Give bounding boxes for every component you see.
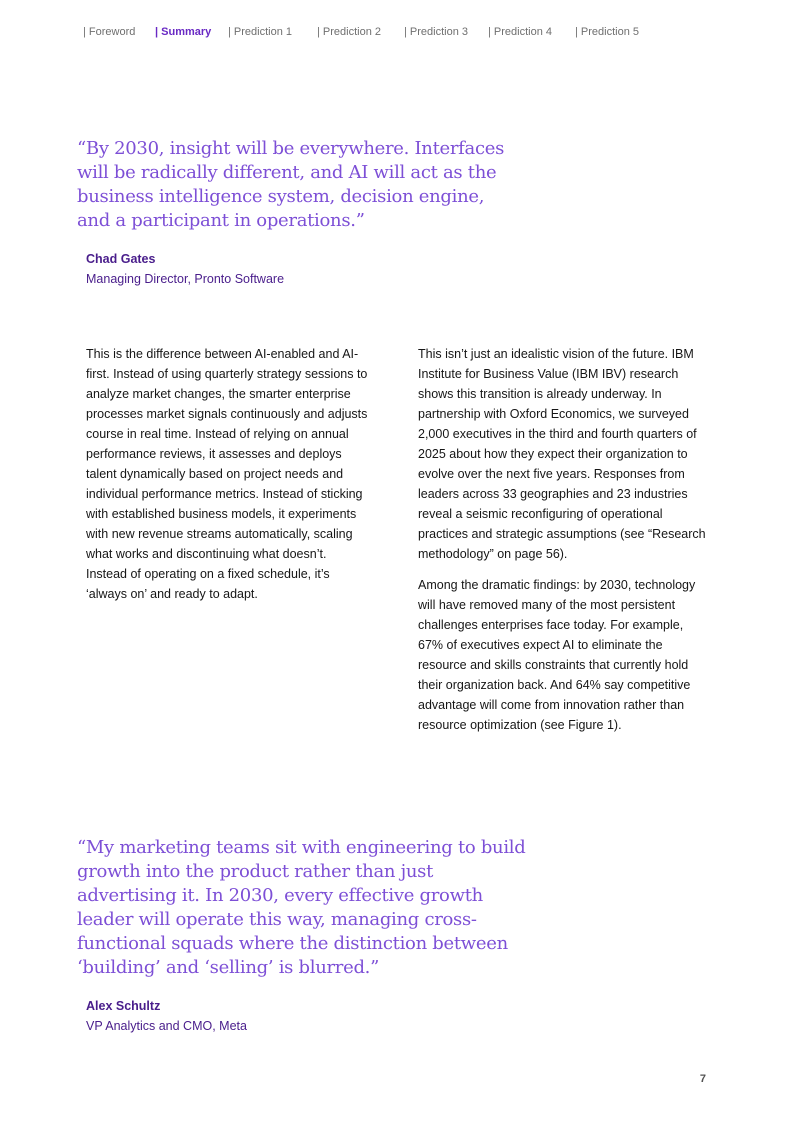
paragraph: This is the difference between AI-enabled and AI-first. Instead of using quarterly strategy sessions to analyze market changes, the smarter enterprise processes market signals continuously and adjusts course in real time. Instead of relying on annual performance reviews, it assesses and deploys talent dynamically based on project needs and individual performance metrics. Instead of sticking with established business models, it experiments with new revenue streams automatically, scaling what works and discontinuing what doesn’t. Instead of operating on a fixed schedule, it’s ‘always on’ and ready to adapt.: [86, 347, 368, 601]
quote-line: business intelligence system, decision engine,: [77, 186, 485, 207]
nav-prediction-3[interactable]: | Prediction 3: [404, 26, 469, 38]
right-column: [418, 344, 710, 746]
quote-line: will be radically different, and AI will act as the: [77, 162, 497, 183]
quote-line: “My marketing teams sit with engineering to build: [77, 837, 526, 858]
quote-line: leader will operate this way, managing cross-: [77, 909, 477, 930]
quote-line: advertising it. In 2030, every effective growth: [77, 885, 483, 906]
nav-prediction-1[interactable]: | Prediction 1: [228, 26, 293, 38]
nav-prediction-4[interactable]: | Prediction 4: [488, 26, 553, 38]
quote-line: functional squads where the distinction between: [77, 933, 508, 954]
quote-line: and a participant in operations.”: [77, 210, 365, 231]
quote-author-name: Chad Gates: [86, 252, 156, 266]
nav-summary[interactable]: | Summary: [155, 26, 212, 38]
paragraph: This isn’t just an idealistic vision of the future. IBM Institute for Business Value (IBM IBV) research shows this transition is already underway. In partnership with Oxford Economics, we surveyed 2,000 executives in the third and fourth quarters of 2025 about how they expect their organization to evolve over the next five years. Responses from leaders across 33 geographies and 23 industries reveal a seismic reconfiguring of operational practices and strategic assumptions (see “Research methodology” on page 56).: [418, 347, 706, 561]
quote-author-role: Managing Director, Pronto Software: [86, 272, 285, 286]
paragraph: Among the dramatic findings: by 2030, technology will have removed many of the most persistent challenges enterprises face today. For example, 67% of executives expect AI to eliminate the resource and skills constraints that currently hold their organization back. And 64% say competitive advantage will come from innovation rather than resource optimization (see Figure 1).: [418, 578, 696, 732]
quote-line: ‘building’ and ‘selling’ is blurred.”: [77, 957, 379, 978]
nav-foreword[interactable]: | Foreword: [83, 26, 136, 38]
quote-line: growth into the product rather than just: [77, 861, 434, 882]
nav-prediction-2[interactable]: | Prediction 2: [317, 26, 382, 38]
quote-author-name: Alex Schultz: [86, 999, 161, 1013]
pull-quote-2: [77, 836, 525, 980]
quote-author-role: VP Analytics and CMO, Meta: [86, 1019, 247, 1033]
pull-quote-1: [77, 137, 504, 233]
quote-line: “By 2030, insight will be everywhere. Interfaces: [77, 138, 505, 159]
nav-prediction-5[interactable]: | Prediction 5: [575, 26, 640, 38]
page-number: 7: [699, 1073, 706, 1085]
left-column: [86, 344, 368, 615]
